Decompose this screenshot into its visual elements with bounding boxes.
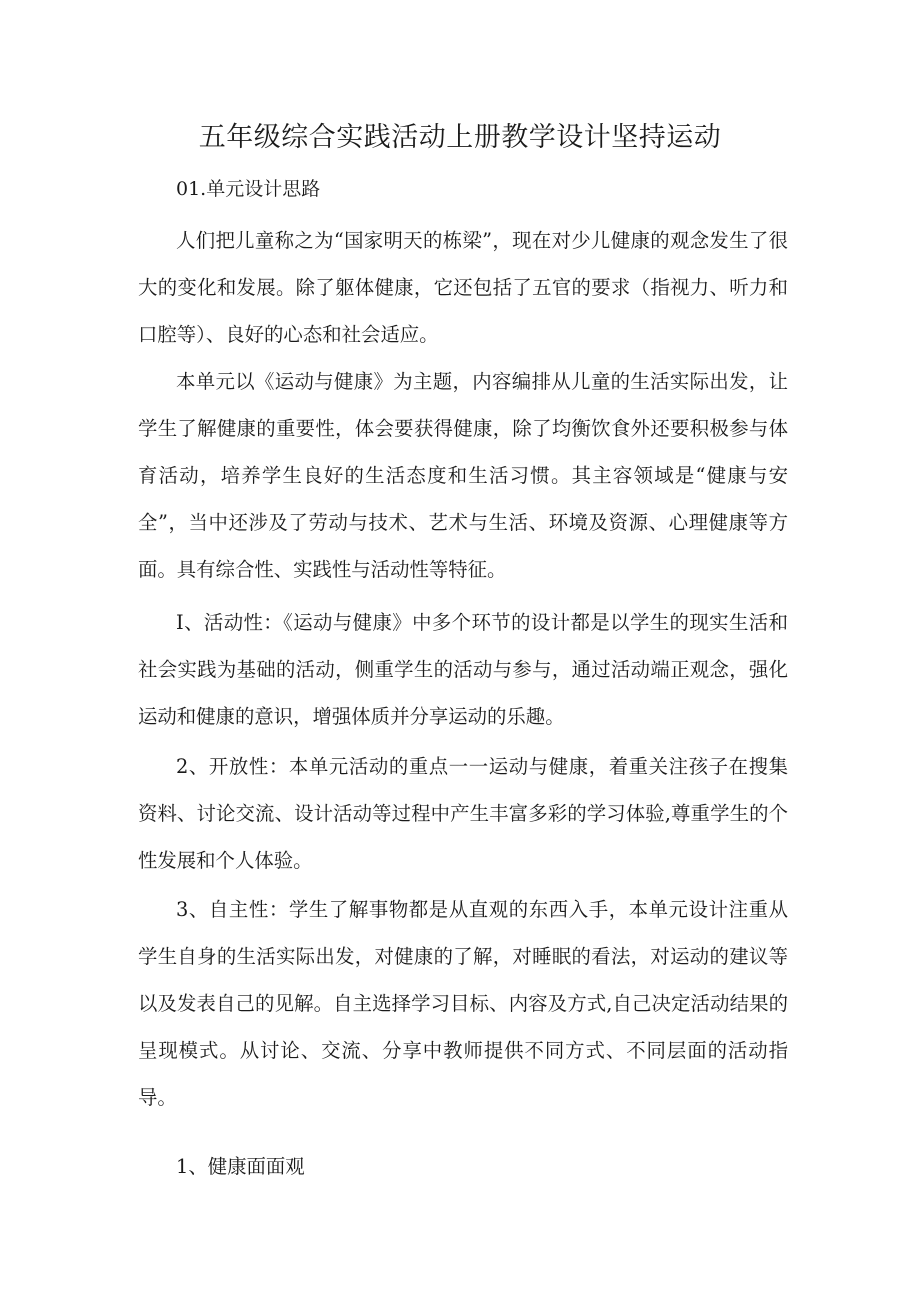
paragraph-autonomy: 3、自主性：学生了解事物都是从直观的东西入手，本单元设计注重从学生自身的生活实际出发，对健康的了解，对睡眠的看法，对运动的建议等以及发表自己的见解。自主选择学习目标、内容及方式,自己决定活动结果的呈现模式。从讨论、交流、分享中教师提供不同方式、不同层面的活动指导。 bbox=[138, 898, 788, 1109]
paragraph-activity: I、活动性：《运动与健康》中多个环节的设计都是以学生的现实生活和社会实践为基础的活动，侧重学生的活动与参与，通过活动端正观念，强化运动和健康的意识，增强体质并分享运动的乐趣。 bbox=[138, 611, 788, 728]
document-title: 五年级综合实践活动上册教学设计坚持运动 bbox=[198, 122, 722, 153]
paragraph-theme: 本单元以《运动与健康》为主题，内容编排从儿童的生活实际出发，让学生了解健康的重要性，体会要获得健康，除了均衡饮食外还要积极参与体育活动，培养学生良好的生活态度和生活习惯。其主容领域是“健康与安全”，当中还涉及了劳动与技术、艺术与生活、环境及资源、心理健康等方面。具有综合性、实践性与活动性等特征。 bbox=[138, 370, 788, 581]
subheading-health: 1、健康面面观 bbox=[176, 1155, 305, 1178]
paragraph-openness: 2、开放性：本单元活动的重点一一运动与健康，着重关注孩子在搜集资料、讨论交流、设计活动等过程中产生丰富多彩的学习体验,尊重学生的个性发展和个人体验。 bbox=[138, 755, 788, 872]
paragraph-intro: 人们把儿童称之为“国家明天的栋梁”，现在对少儿健康的观念发生了很大的变化和发展。除了躯体健康，它还包括了五官的要求（指视力、听力和口腔等）、良好的心态和社会适应。 bbox=[138, 229, 788, 346]
section-heading: 01.单元设计思路 bbox=[176, 178, 321, 200]
